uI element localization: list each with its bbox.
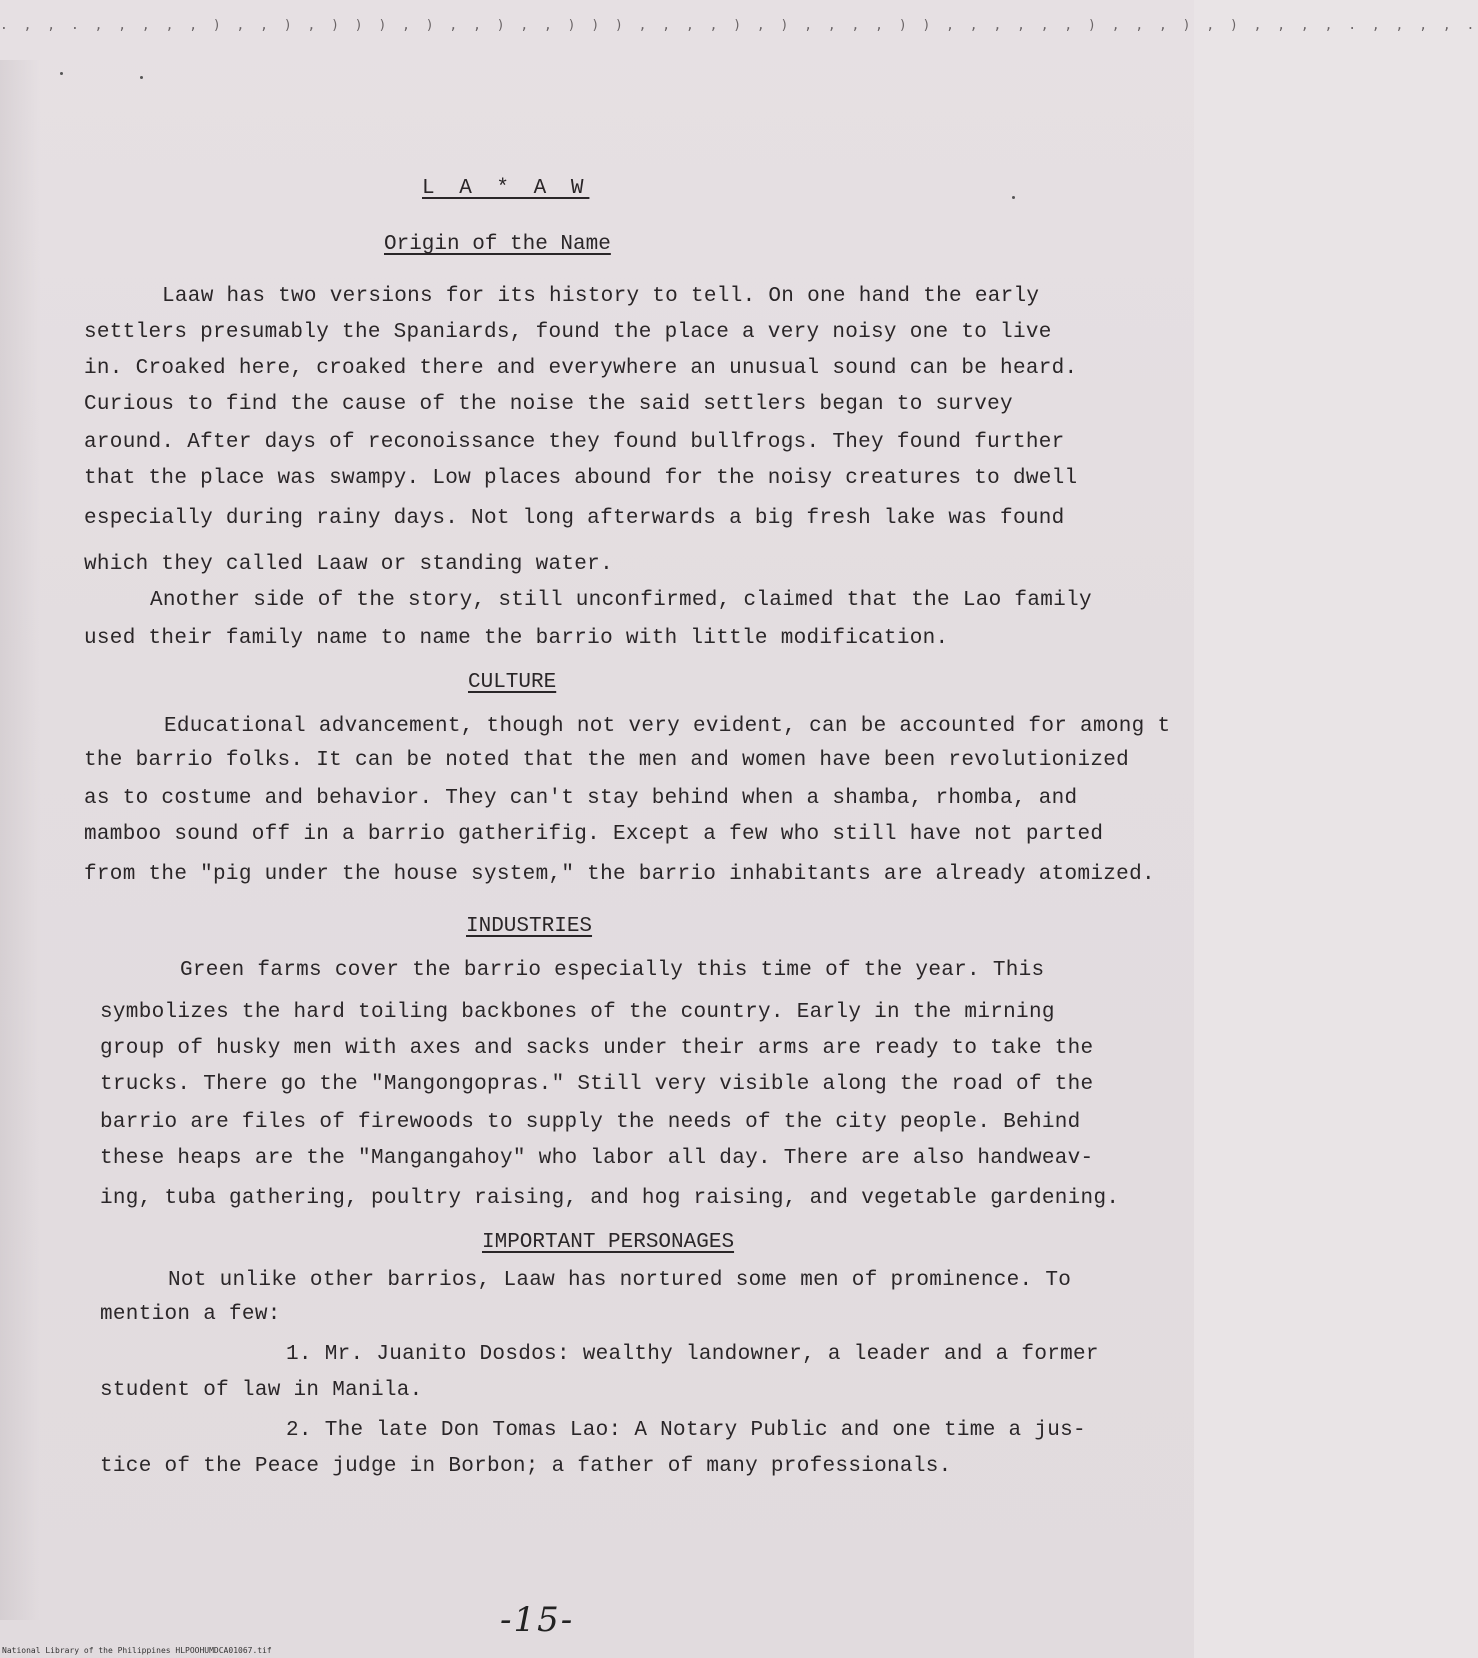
section-heading-personages: IMPORTANT PERSONAGES: [482, 1231, 735, 1254]
culture-line: from the "pig under the house system," the barrio inhabitants are already atomized.: [84, 863, 1155, 886]
origin-line: especially during rainy days. Not long afterwards a big fresh lake was found: [84, 507, 1065, 530]
personages-line: tice of the Peace judge in Borbon; a father of many professionals.: [100, 1455, 952, 1478]
archive-footer: National Library of the Philippines HLPOOHUMDCA01067.tif: [2, 1646, 272, 1655]
personages-line: Not unlike other barrios, Laaw has nortured some men of prominence. To: [168, 1269, 1072, 1292]
industries-line: Green farms cover the barrio especially this time of the year. This: [180, 959, 1045, 982]
industries-line: trucks. There go the "Mangongopras." Still very visible along the road of the: [100, 1073, 1094, 1096]
page-number: -15-: [500, 1600, 575, 1640]
origin-line: which they called Laaw or standing water.: [84, 553, 613, 576]
culture-line: the barrio folks. It can be noted that the men and women have been revolutionized: [84, 749, 1130, 772]
origin-line: settlers presumably the Spaniards, found the place a very noisy one to live: [84, 321, 1052, 344]
ink-speck: [140, 76, 143, 79]
section-heading-industries: INDUSTRIES: [466, 915, 593, 938]
document-title: L A * A W: [422, 177, 590, 200]
industries-line: ing, tuba gathering, poultry raising, and hog raising, and vegetable gardening.: [100, 1187, 1120, 1210]
section-heading-origin: Origin of the Name: [384, 233, 611, 256]
personages-line: 1. Mr. Juanito Dosdos: wealthy landowner, a leader and a former: [286, 1343, 1099, 1366]
origin-line: in. Croaked here, croaked there and everywhere an unusual sound can be heard.: [84, 357, 1078, 380]
culture-line: mamboo sound off in a barrio gatherifig. Except a few who still have not parted: [84, 823, 1104, 846]
perforation-edge: . , , . , , , , , ) , , ) , ) ) ) , ) , , ) , , ) ) ) , , , , ) , ) , , , , ) ) , , , , , , ) , , , ) , ) , , , , . , , , , .: [0, 18, 1478, 33]
ink-speck: [1012, 196, 1015, 199]
origin-line: that the place was swampy. Low places abound for the noisy creatures to dwell: [84, 467, 1078, 490]
personages-line: student of law in Manila.: [100, 1379, 423, 1402]
origin-line: Curious to find the cause of the noise the said settlers began to survey: [84, 393, 1013, 416]
paper-shadow: [0, 60, 40, 1620]
industries-line: symbolizes the hard toiling backbones of the country. Early in the mirning: [100, 1001, 1055, 1024]
section-heading-culture: CULTURE: [468, 671, 557, 694]
personages-line: mention a few:: [100, 1303, 281, 1326]
industries-line: group of husky men with axes and sacks under their arms are ready to take the: [100, 1037, 1094, 1060]
culture-line: Educational advancement, though not very evident, can be accounted for among t: [164, 715, 1171, 738]
personages-line: 2. The late Don Tomas Lao: A Notary Public and one time a jus-: [286, 1419, 1086, 1442]
origin-line: used their family name to name the barrio with little modification.: [84, 627, 949, 650]
origin-line: around. After days of reconoissance they found bullfrogs. They found further: [84, 431, 1065, 454]
industries-line: these heaps are the "Mangangahoy" who labor all day. There are also handweav-: [100, 1147, 1094, 1170]
industries-line: barrio are files of firewoods to supply the needs of the city people. Behind: [100, 1111, 1081, 1134]
ink-speck: [60, 72, 63, 75]
origin-line: Laaw has two versions for its history to tell. On one hand the early: [162, 285, 1040, 308]
origin-line: Another side of the story, still unconfirmed, claimed that the Lao family: [150, 589, 1092, 612]
culture-line: as to costume and behavior. They can't stay behind when a shamba, rhomba, and: [84, 787, 1078, 810]
